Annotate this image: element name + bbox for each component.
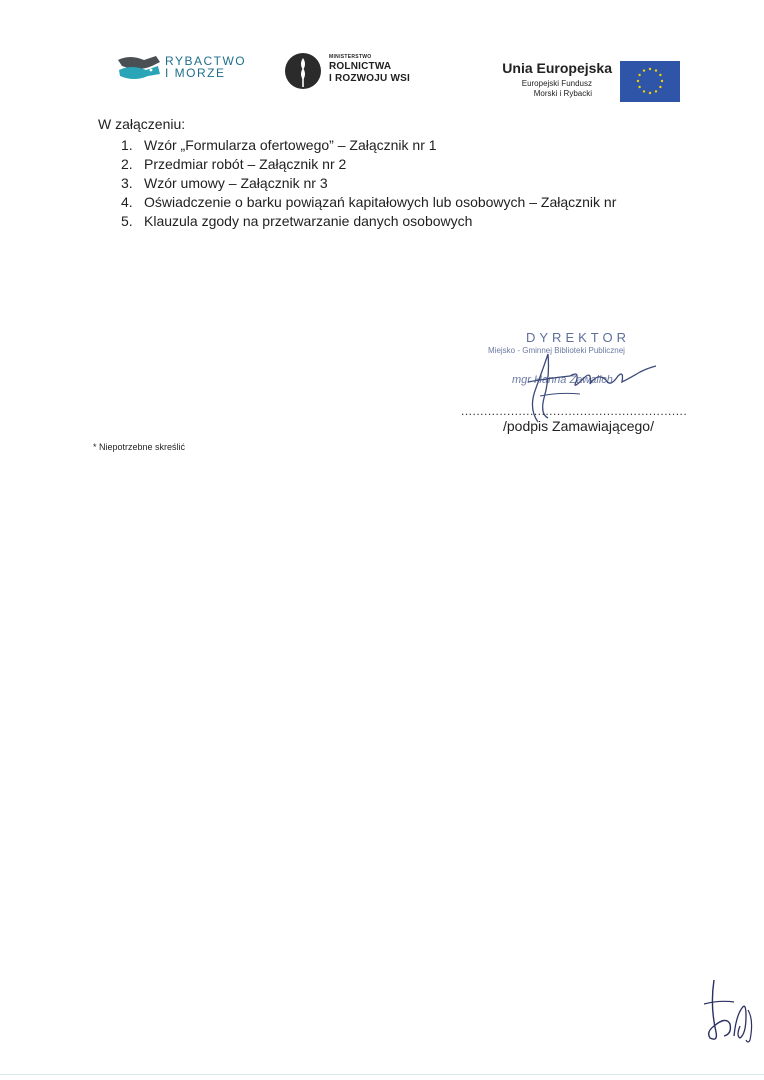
signature-line: ........................................................... [461, 404, 688, 418]
list-item-number: 2. [121, 156, 133, 172]
eu-flag-icon [620, 61, 680, 102]
list-item [121, 155, 616, 174]
page-bottom-divider [0, 1074, 764, 1075]
signature-caption: /podpis Zamawiającego/ [503, 418, 654, 434]
ministry-label-line-1: ROLNICTWA [329, 61, 392, 72]
logo-line-2: I MORZE [165, 66, 226, 80]
ministry-label-small: MINISTERSTWO [329, 54, 372, 60]
list-item-text: Oświadczenie o barku powiązań kapitałowych lub osobowych – Załącznik nr [144, 194, 617, 210]
handwritten-initials [700, 976, 756, 1048]
wheat-emblem-icon [284, 52, 324, 92]
list-item [121, 174, 616, 193]
rybactwo-i-morze-logo [116, 50, 247, 84]
footnote: * Niepotrzebne skreślić [93, 442, 186, 452]
ministry-logo [284, 52, 424, 92]
list-item-number: 1. [121, 137, 133, 153]
ministry-label-line-2: I ROZWOJU WSI [329, 73, 410, 84]
list-item [121, 136, 616, 155]
eu-subtitle-2: Morski i Rybacki [533, 89, 592, 98]
stamp-organization: Miejsko - Gminnej Biblioteki Publicznej [488, 346, 625, 355]
eu-subtitle-1: Europejski Fundusz [521, 79, 592, 88]
fish-icon [116, 52, 162, 82]
list-item-text: Przedmiar robót – Załącznik nr 2 [144, 156, 347, 172]
list-item-number: 5. [121, 213, 133, 229]
list-item-text: Wzór „Formularza ofertowego” – Załącznik nr 1 [144, 137, 437, 153]
logo-line-1: RYBACTWO [165, 54, 247, 68]
stamp-title: DYREKTOR [526, 330, 630, 345]
stamp-name: mgr Hanna Zawalich [512, 374, 613, 386]
eu-title: Unia Europejska [502, 60, 612, 76]
list-item [121, 193, 616, 212]
list-item-text: Klauzula zgody na przetwarzanie danych osobowych [144, 213, 473, 229]
eu-logo [496, 60, 684, 104]
list-item-number: 4. [121, 194, 133, 210]
list-item-number: 3. [121, 175, 133, 191]
list-item-text: Wzór umowy – Załącznik nr 3 [144, 175, 328, 191]
list-item [121, 212, 616, 231]
attachments-list [121, 136, 616, 231]
attachments-heading: W załączeniu: [98, 116, 186, 132]
